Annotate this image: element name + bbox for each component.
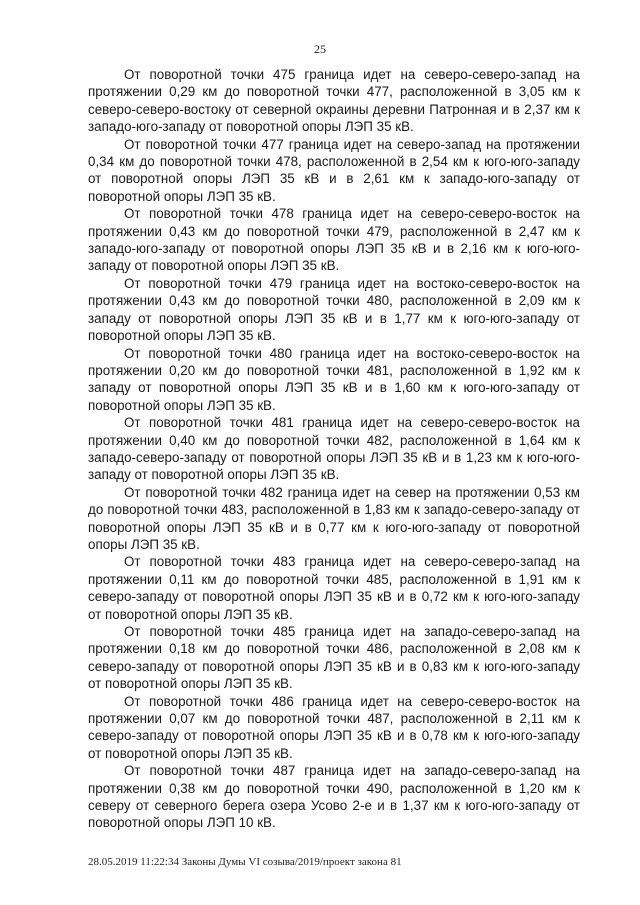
paragraph-point-479: От поворотной точки 479 граница идет на востоко-северо-восток на протяжении 0,43 км до поворотной точки 480, расположенной в 2,09 км к западу от поворотной опоры ЛЭП 35 кВ и в 1,77 км к юго-юго-западу от поворотной опоры ЛЭП 35 кВ. [88, 275, 580, 344]
paragraph-point-478: От поворотной точки 478 граница идет на северо-северо-восток на протяжении 0,43 км до поворотной точки 479, расположенной в 2,47 км к западо-юго-западу от поворотной опоры ЛЭП 35 кВ и в 2,16 км к юго-юго-западу от поворотной опоры ЛЭП 35 кВ. [88, 206, 580, 274]
paragraph-point-487: От поворотной точки 487 граница идет на западо-северо-запад на протяжении 0,38 км до поворотной точки 490, расположенной в 1,20 км к северу от северного берега озера Усово 2-е и в 1,37 км к юго-юго-западу от поворотной опоры ЛЭП 10 кВ. [88, 763, 580, 831]
page-footer: 28.05.2019 11:22:34 Законы Думы VI созыва/2019/проект закона 81 [88, 856, 402, 868]
paragraph-point-475: От поворотной точки 475 граница идет на северо-северо-запад на протяжении 0,29 км до поворотной точки 477, расположенной в 3,05 км к северо-северо-востоку от северной окраины деревни Патронная и в 2,37 км к западо-юго-западу от поворотной опоры ЛЭП 35 кВ. [88, 67, 580, 135]
document-body [88, 66, 580, 832]
paragraph-point-481: От поворотной точки 481 граница идет на северо-северо-восток на протяжении 0,40 км до поворотной точки 482, расположенной в 1,64 км к западо-северо-западу от поворотной опоры ЛЭП 35 кВ и в 1,23 км к юго-юго-западу от поворотной опоры ЛЭП 35 кВ. [88, 415, 580, 483]
paragraph-point-477: От поворотной точки 477 граница идет на северо-запад на протяжении 0,34 км до поворотной точки 478, расположенной в 2,54 км к юго-юго-западу от поворотной опоры ЛЭП 35 кВ и в 2,61 км к западо-юго-западу от поворотной опоры ЛЭП 35 кВ. [88, 136, 580, 204]
paragraph-point-482: От поворотной точки 482 граница идет на север на протяжении 0,53 км до поворотной точки 483, расположенной в 1,83 км к западо-северо-западу от поворотной опоры ЛЭП 35 кВ и в 0,77 км к юго-юго-западу от поворотной опоры ЛЭП 35 кВ. [88, 484, 580, 552]
paragraph-point-483: От поворотной точки 483 граница идет на северо-северо-запад на протяжении 0,11 км до поворотной точки 485, расположенной в 1,91 км к северо-западу от поворотной опоры ЛЭП 35 кВ и в 0,72 км к юго-юго-западу от поворотной опоры ЛЭП 35 кВ. [88, 554, 580, 622]
paragraph-point-480: От поворотной точки 480 граница идет на востоко-северо-восток на протяжении 0,20 км до поворотной точки 481, расположенной в 1,92 км к западу от поворотной опоры ЛЭП 35 кВ и в 1,60 км к юго-юго-западу от поворотной опоры ЛЭП 35 кВ. [88, 345, 580, 413]
paragraph-point-486: От поворотной точки 486 граница идет на северо-северо-восток на протяжении 0,07 км до поворотной точки 487, расположенной в 2,11 км к северо-западу от поворотной опоры ЛЭП 35 кВ и в 0,78 км к юго-юго-западу от поворотной опоры ЛЭП 35 кВ. [88, 693, 580, 761]
page-number: 25 [314, 42, 326, 56]
paragraph-point-485: От поворотной точки 485 граница идет на западо-северо-запад на протяжении 0,18 км до поворотной точки 486, расположенной в 2,08 км к северо-западу от поворотной опоры ЛЭП 35 кВ и в 0,83 км к юго-юго-западу от поворотной опоры ЛЭП 35 кВ. [88, 624, 580, 692]
